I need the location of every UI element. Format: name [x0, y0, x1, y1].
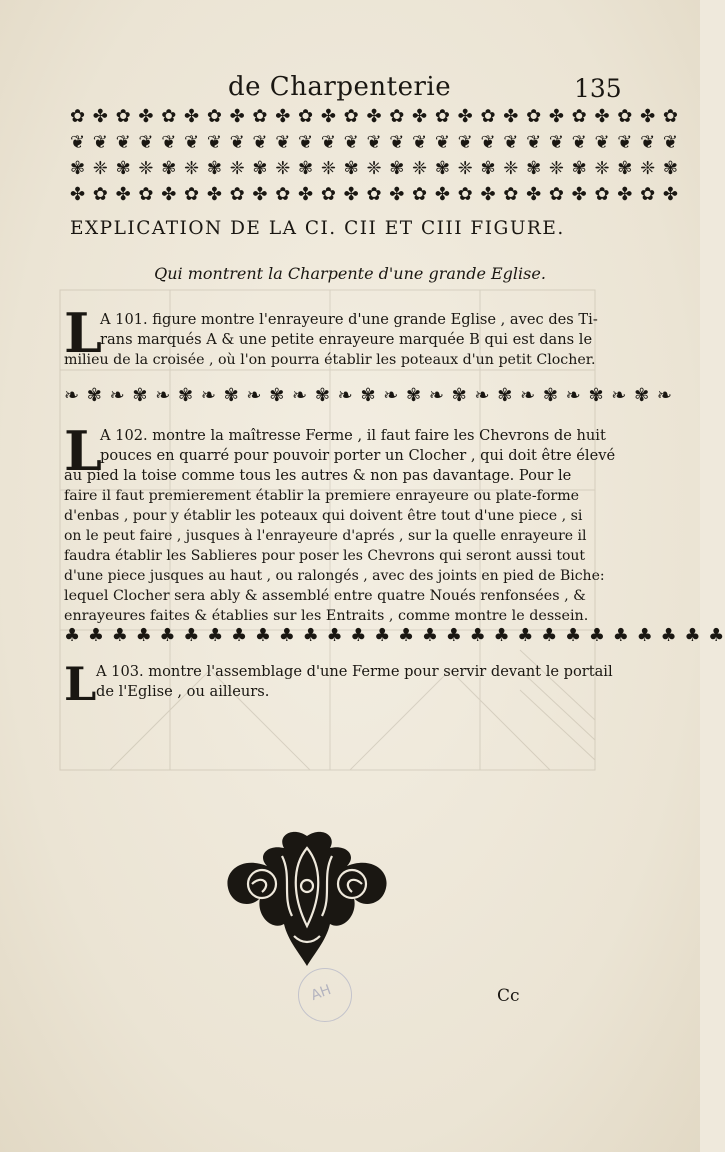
running-title: de Charpenterie	[228, 72, 452, 102]
text-line: d'enbas , pour y établir les poteaux qui doivent être tout d'une piece , si	[64, 508, 583, 524]
text-line: de l'Eglise , ou ailleurs.	[96, 683, 270, 700]
text-line: on le peut faire , jusques à l'enrayeure d'aprés , sur la quelle enrayeure il	[64, 528, 587, 544]
signature-mark: Cc	[497, 986, 520, 1006]
header-ornament-band	[70, 104, 679, 208]
ornament-row: ✤ ✿ ✤ ✿ ✤ ✿ ✤ ✿ ✤ ✿ ✤ ✿ ✤ ✿ ✤ ✿ ✤ ✿ ✤ ✿ ✤ ✿ ✤ ✿ ✤ ✿ ✤	[70, 184, 679, 205]
text-line: lequel Clocher sera ably & assemblé entre quatre Noués renfonsées , &	[64, 588, 586, 604]
tailpiece-ornament	[222, 826, 392, 970]
ornament-divider: ♣ ♣ ♣ ♣ ♣ ♣ ♣ ♣ ♣ ♣ ♣ ♣ ♣ ♣ ♣ ♣ ♣ ♣ ♣ ♣ ♣ ♣ ♣ ♣ ♣ ♣ ♣ ♣	[64, 625, 725, 646]
ornament-divider: ❧ ✾ ❧ ✾ ❧ ✾ ❧ ✾ ❧ ✾ ❧ ✾ ❧ ✾ ❧ ✾ ❧ ✾ ❧ ✾ ❧ ✾ ❧ ✾ ❧ ✾ ❧	[64, 385, 673, 406]
drop-cap: L	[64, 301, 102, 365]
paragraph-figure-102	[64, 419, 616, 628]
text-line: A 103. montre l'assemblage d'une Ferme pour servir devant le portail	[96, 663, 613, 680]
paragraph-figure-103	[64, 657, 613, 711]
text-line: pouces en quarré pour pouvoir porter un Clocher , qui doit être élevé	[100, 447, 616, 464]
chapter-title: EXPLICATION DE LA CI. CII ET CIII FIGURE.	[70, 218, 565, 239]
drop-cap: L	[64, 419, 102, 483]
library-stamp	[298, 968, 352, 1022]
drop-cap: L	[64, 657, 97, 711]
text-line: rans marqués A & une petite enrayeure marquée B qui est dans le	[100, 331, 593, 348]
paragraph-figure-101	[64, 301, 612, 370]
page-header	[0, 66, 700, 106]
text-line: enrayeures faites & établies sur les Entraits , comme montre le dessein.	[64, 608, 589, 624]
chapter-subtitle: Qui montrent la Charpente d'une grande Eglise.	[154, 264, 546, 283]
text-line: faudra établir les Sablieres pour poser les Chevrons qui seront aussi tout	[64, 548, 586, 564]
stamp-text: AH	[308, 982, 334, 1004]
text-line: d'une piece jusques au haut , ou ralongés , avec des joints en pied de Biche:	[64, 568, 605, 584]
page-number: 135	[574, 74, 622, 103]
text-line: faire il faut premierement établir la premiere enrayeure ou plate-forme	[64, 488, 580, 504]
text-line: A 102. montre la maîtresse Ferme , il faut faire les Chevrons de huit	[100, 427, 606, 444]
text-line: A 101. figure montre l'enrayeure d'une grande Eglise , avec des Ti-	[100, 311, 598, 328]
ornament-row: ✿ ✤ ✿ ✤ ✿ ✤ ✿ ✤ ✿ ✤ ✿ ✤ ✿ ✤ ✿ ✤ ✿ ✤ ✿ ✤ ✿ ✤ ✿ ✤ ✿ ✤ ✿	[70, 106, 679, 127]
ornament-row: ✾ ❈ ✾ ❈ ✾ ❈ ✾ ❈ ✾ ❈ ✾ ❈ ✾ ❈ ✾ ❈ ✾ ❈ ✾ ❈ ✾ ❈ ✾ ❈ ✾ ❈ ✾	[70, 158, 679, 179]
text-line: milieu de la croisée , où l'on pourra établir les poteaux d'un petit Clocher.	[64, 352, 596, 368]
text-line: au pied la toise comme tous les autres & non pas davantage. Pour le	[64, 467, 572, 484]
ornament-row: ❦ ❦ ❦ ❦ ❦ ❦ ❦ ❦ ❦ ❦ ❦ ❦ ❦ ❦ ❦ ❦ ❦ ❦ ❦ ❦ ❦ ❦ ❦ ❦ ❦ ❦ ❦	[70, 132, 679, 153]
